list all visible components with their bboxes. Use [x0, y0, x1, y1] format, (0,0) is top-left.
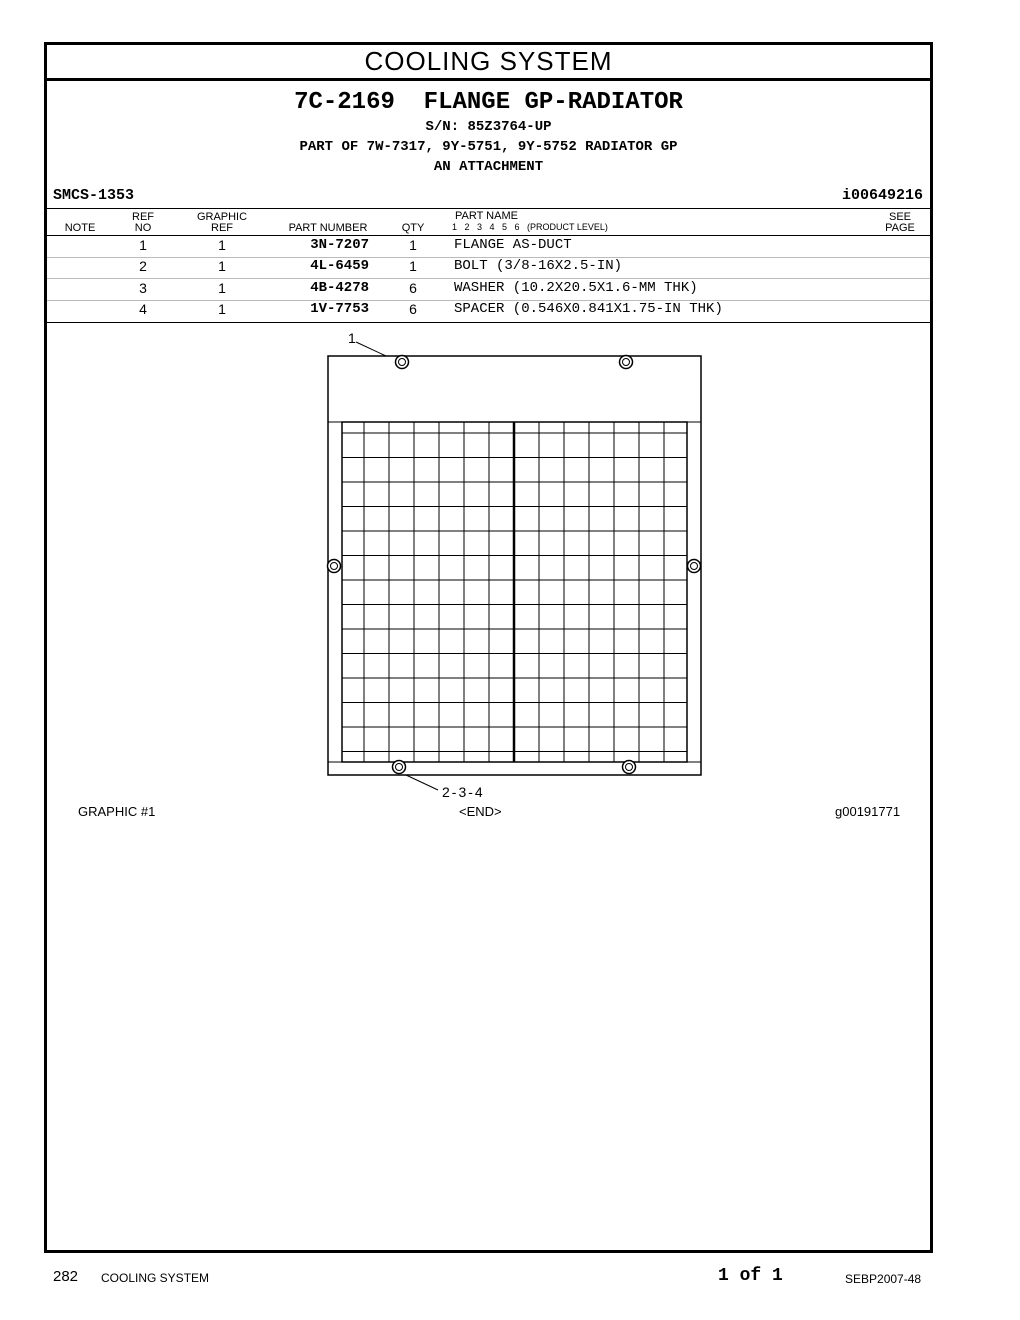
bolt-hole-inner: [396, 764, 403, 771]
col-product-level: 1 2 3 4 5 6 (PRODUCT LEVEL): [452, 222, 608, 232]
row2-part-number: 4L-6459: [310, 258, 369, 274]
callout-2-3-4: 2-3-4: [442, 784, 485, 800]
row3-qty: 6: [409, 280, 417, 296]
bolt-hole-inner: [623, 359, 630, 366]
col-graphic-ref-top: GRAPHIC: [196, 211, 248, 223]
row4-ref-no: 4: [139, 301, 147, 317]
bolt-hole-inner: [626, 764, 633, 771]
illustration-id: i00649216: [841, 187, 923, 204]
row1-part-number: 3N-7207: [310, 237, 369, 253]
row3-ref-no: 3: [139, 280, 147, 296]
row2-graphic-ref: 1: [218, 258, 226, 274]
row2-qty: 1: [409, 258, 417, 274]
attachment-line: AN ATTACHMENT: [433, 159, 544, 175]
page-number: 282: [53, 1268, 79, 1285]
part-of-line: PART OF 7W-7317, 9Y-5751, 9Y-5752 RADIATOR GP: [299, 139, 678, 155]
row1-qty: 1: [409, 237, 417, 253]
row3-part-number: 4B-4278: [310, 280, 369, 296]
leader-lines: [356, 342, 438, 790]
bolt-hole-inner: [331, 563, 338, 570]
row1-graphic-ref: 1: [218, 237, 226, 253]
row2-part-name: BOLT (3/8-16X2.5-IN): [454, 258, 623, 274]
group-title: 7C-2169 FLANGE GP-RADIATOR: [294, 89, 683, 116]
col-part-name: PART NAME: [455, 210, 518, 222]
smcs-code: SMCS-1353: [53, 187, 135, 204]
graphic-id: g00191771: [835, 804, 901, 819]
graphic-label: GRAPHIC #1: [78, 804, 156, 819]
col-see-page-bottom: PAGE: [885, 222, 915, 234]
section-title: COOLING SYSTEM: [47, 45, 930, 81]
end-marker: <END>: [459, 804, 502, 819]
col-note: NOTE: [64, 222, 96, 234]
row4-part-number: 1V-7753: [310, 301, 369, 317]
col-graphic-ref-bottom: REF: [211, 222, 233, 234]
col-ref-no-bottom: NO: [134, 222, 152, 234]
col-ref-no-top: REF: [132, 211, 154, 223]
row4-part-name: SPACER (0.546X0.841X1.75-IN THK): [454, 301, 723, 317]
row3-graphic-ref: 1: [218, 280, 226, 296]
page-of: 1 of 1: [718, 1266, 783, 1286]
col-see-page-top: SEE: [888, 211, 911, 223]
footer-section: COOLING SYSTEM: [101, 1271, 210, 1285]
callout-1: 1: [348, 330, 356, 346]
row1-ref-no: 1: [139, 237, 147, 253]
row2-ref-no: 2: [139, 258, 147, 274]
col-part-number: PART NUMBER: [288, 222, 368, 234]
row3-part-name: WASHER (10.2X20.5X1.6-MM THK): [454, 280, 698, 296]
col-qty: QTY: [401, 222, 425, 234]
bolt-hole-inner: [691, 563, 698, 570]
row4-qty: 6: [409, 301, 417, 317]
radiator-flange-outline: [328, 356, 701, 775]
bolt-hole-inner: [399, 359, 406, 366]
serial-number: S/N: 85Z3764-UP: [425, 119, 552, 135]
doc-id: SEBP2007-48: [845, 1272, 922, 1286]
row1-part-name: FLANGE AS-DUCT: [454, 237, 572, 253]
row4-graphic-ref: 1: [218, 301, 226, 317]
